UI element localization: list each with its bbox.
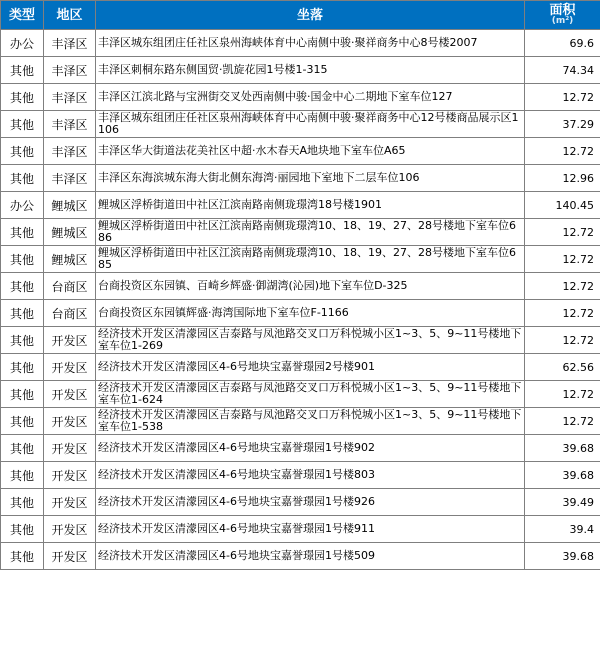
- header-type: 类型: [1, 1, 44, 30]
- cell-type: 其他: [1, 219, 44, 246]
- cell-type: 其他: [1, 138, 44, 165]
- table-row: [1, 408, 600, 435]
- cell-area: 12.72: [525, 84, 600, 111]
- cell-address: 鲤城区浮桥街道田中社区江滨南路南侧珑璟湾18号楼1901: [96, 192, 525, 219]
- cell-area: 37.29: [525, 111, 600, 138]
- cell-type: 办公: [1, 30, 44, 57]
- cell-district: 开发区: [44, 381, 96, 408]
- cell-district: 丰泽区: [44, 165, 96, 192]
- cell-address: 台商投资区东园镇、百崎乡辉盛·御湖湾(沁园)地下室车位D-325: [96, 273, 525, 300]
- table-row: [1, 219, 600, 246]
- table-row: [1, 300, 600, 327]
- cell-type: 其他: [1, 354, 44, 381]
- cell-district: 开发区: [44, 489, 96, 516]
- cell-address: 经济技术开发区清濛园区4-6号地块宝嘉誉璟园1号楼803: [96, 462, 525, 489]
- table-row: [1, 57, 600, 84]
- cell-area: 12.96: [525, 165, 600, 192]
- cell-type: 其他: [1, 516, 44, 543]
- cell-area: 12.72: [525, 381, 600, 408]
- cell-area: 12.72: [525, 300, 600, 327]
- cell-address: 经济技术开发区清濛园区吉泰路与凤池路交叉口万科悦城小区1~3、5、9~11号楼地下室车位1-269: [96, 327, 525, 354]
- cell-district: 开发区: [44, 327, 96, 354]
- cell-area: 39.4: [525, 516, 600, 543]
- cell-area: 74.34: [525, 57, 600, 84]
- table-row: [1, 192, 600, 219]
- table-row: [1, 381, 600, 408]
- table-row: [1, 30, 600, 57]
- cell-address: 丰泽区刺桐东路东侧国贸·凯旋花园1号楼1-315: [96, 57, 525, 84]
- cell-type: 办公: [1, 192, 44, 219]
- cell-area: 39.68: [525, 543, 600, 570]
- cell-address: 丰泽区江滨北路与宝洲街交叉处西南侧中骏·国金中心二期地下室车位127: [96, 84, 525, 111]
- table-row: [1, 327, 600, 354]
- cell-address: 丰泽区城东组团庄任社区泉州海峡体育中心南侧中骏·聚祥商务中心12号楼商品展示区1106: [96, 111, 525, 138]
- cell-type: 其他: [1, 273, 44, 300]
- cell-district: 台商区: [44, 300, 96, 327]
- cell-address: 丰泽区城东组团庄任社区泉州海峡体育中心南侧中骏·聚祥商务中心8号楼2007: [96, 30, 525, 57]
- table-row: [1, 138, 600, 165]
- table-row: [1, 273, 600, 300]
- cell-address: 经济技术开发区清濛园区4-6号地块宝嘉誉璟园1号楼926: [96, 489, 525, 516]
- cell-type: 其他: [1, 327, 44, 354]
- cell-district: 开发区: [44, 516, 96, 543]
- cell-type: 其他: [1, 381, 44, 408]
- cell-type: 其他: [1, 57, 44, 84]
- cell-address: 经济技术开发区清濛园区吉泰路与凤池路交叉口万科悦城小区1~3、5、9~11号楼地下室车位1-538: [96, 408, 525, 435]
- cell-district: 开发区: [44, 354, 96, 381]
- header-area-unit: (m²): [551, 16, 574, 26]
- cell-type: 其他: [1, 246, 44, 273]
- cell-address: 鲤城区浮桥街道田中社区江滨南路南侧珑璟湾10、18、19、27、28号楼地下室车位686: [96, 219, 525, 246]
- cell-type: 其他: [1, 111, 44, 138]
- table-row: [1, 435, 600, 462]
- cell-area: 12.72: [525, 246, 600, 273]
- cell-district: 丰泽区: [44, 84, 96, 111]
- cell-type: 其他: [1, 165, 44, 192]
- cell-district: 丰泽区: [44, 138, 96, 165]
- table-row: [1, 354, 600, 381]
- table-row: [1, 111, 600, 138]
- cell-area: 62.56: [525, 354, 600, 381]
- table-row: [1, 462, 600, 489]
- cell-type: 其他: [1, 462, 44, 489]
- table-row: [1, 489, 600, 516]
- cell-address: 经济技术开发区清濛园区4-6号地块宝嘉誉璟园1号楼902: [96, 435, 525, 462]
- cell-type: 其他: [1, 408, 44, 435]
- cell-district: 鲤城区: [44, 192, 96, 219]
- table-row: [1, 84, 600, 111]
- table-row: [1, 516, 600, 543]
- cell-area: 12.72: [525, 408, 600, 435]
- cell-area: 39.68: [525, 435, 600, 462]
- cell-area: 12.72: [525, 273, 600, 300]
- cell-district: 鲤城区: [44, 219, 96, 246]
- cell-address: 经济技术开发区清濛园区吉泰路与凤池路交叉口万科悦城小区1~3、5、9~11号楼地下室车位1-624: [96, 381, 525, 408]
- cell-address: 台商投资区东园镇辉盛·海湾国际地下室车位F-1166: [96, 300, 525, 327]
- cell-district: 丰泽区: [44, 57, 96, 84]
- header-area: [525, 1, 600, 30]
- cell-district: 鲤城区: [44, 246, 96, 273]
- cell-district: 丰泽区: [44, 30, 96, 57]
- cell-address: 经济技术开发区清濛园区4-6号地块宝嘉誉璟园2号楼901: [96, 354, 525, 381]
- table-row: [1, 246, 600, 273]
- cell-district: 台商区: [44, 273, 96, 300]
- cell-district: 开发区: [44, 543, 96, 570]
- cell-address: 丰泽区东海滨城东海大街北侧东海湾·丽园地下室地下二层车位106: [96, 165, 525, 192]
- table-row: [1, 165, 600, 192]
- cell-type: 其他: [1, 543, 44, 570]
- cell-area: 12.72: [525, 138, 600, 165]
- cell-area: 12.72: [525, 327, 600, 354]
- cell-type: 其他: [1, 489, 44, 516]
- header-row: [1, 1, 600, 30]
- cell-address: 经济技术开发区清濛园区4-6号地块宝嘉誉璟园1号楼509: [96, 543, 525, 570]
- cell-address: 丰泽区华大街道法花美社区中超·水木春天A地块地下室车位A65: [96, 138, 525, 165]
- header-district: 地区: [44, 1, 96, 30]
- header-area-label: 面积: [549, 3, 576, 18]
- cell-type: 其他: [1, 300, 44, 327]
- cell-address: 鲤城区浮桥街道田中社区江滨南路南侧珑璟湾10、18、19、27、28号楼地下室车位685: [96, 246, 525, 273]
- cell-area: 12.72: [525, 219, 600, 246]
- cell-type: 其他: [1, 84, 44, 111]
- cell-district: 开发区: [44, 462, 96, 489]
- cell-area: 69.6: [525, 30, 600, 57]
- table-row: [1, 543, 600, 570]
- cell-area: 39.49: [525, 489, 600, 516]
- header-address: 坐落: [96, 1, 525, 30]
- cell-type: 其他: [1, 435, 44, 462]
- cell-address: 经济技术开发区清濛园区4-6号地块宝嘉誉璟园1号楼911: [96, 516, 525, 543]
- cell-district: 开发区: [44, 435, 96, 462]
- cell-district: 丰泽区: [44, 111, 96, 138]
- cell-district: 开发区: [44, 408, 96, 435]
- cell-area: 140.45: [525, 192, 600, 219]
- cell-area: 39.68: [525, 462, 600, 489]
